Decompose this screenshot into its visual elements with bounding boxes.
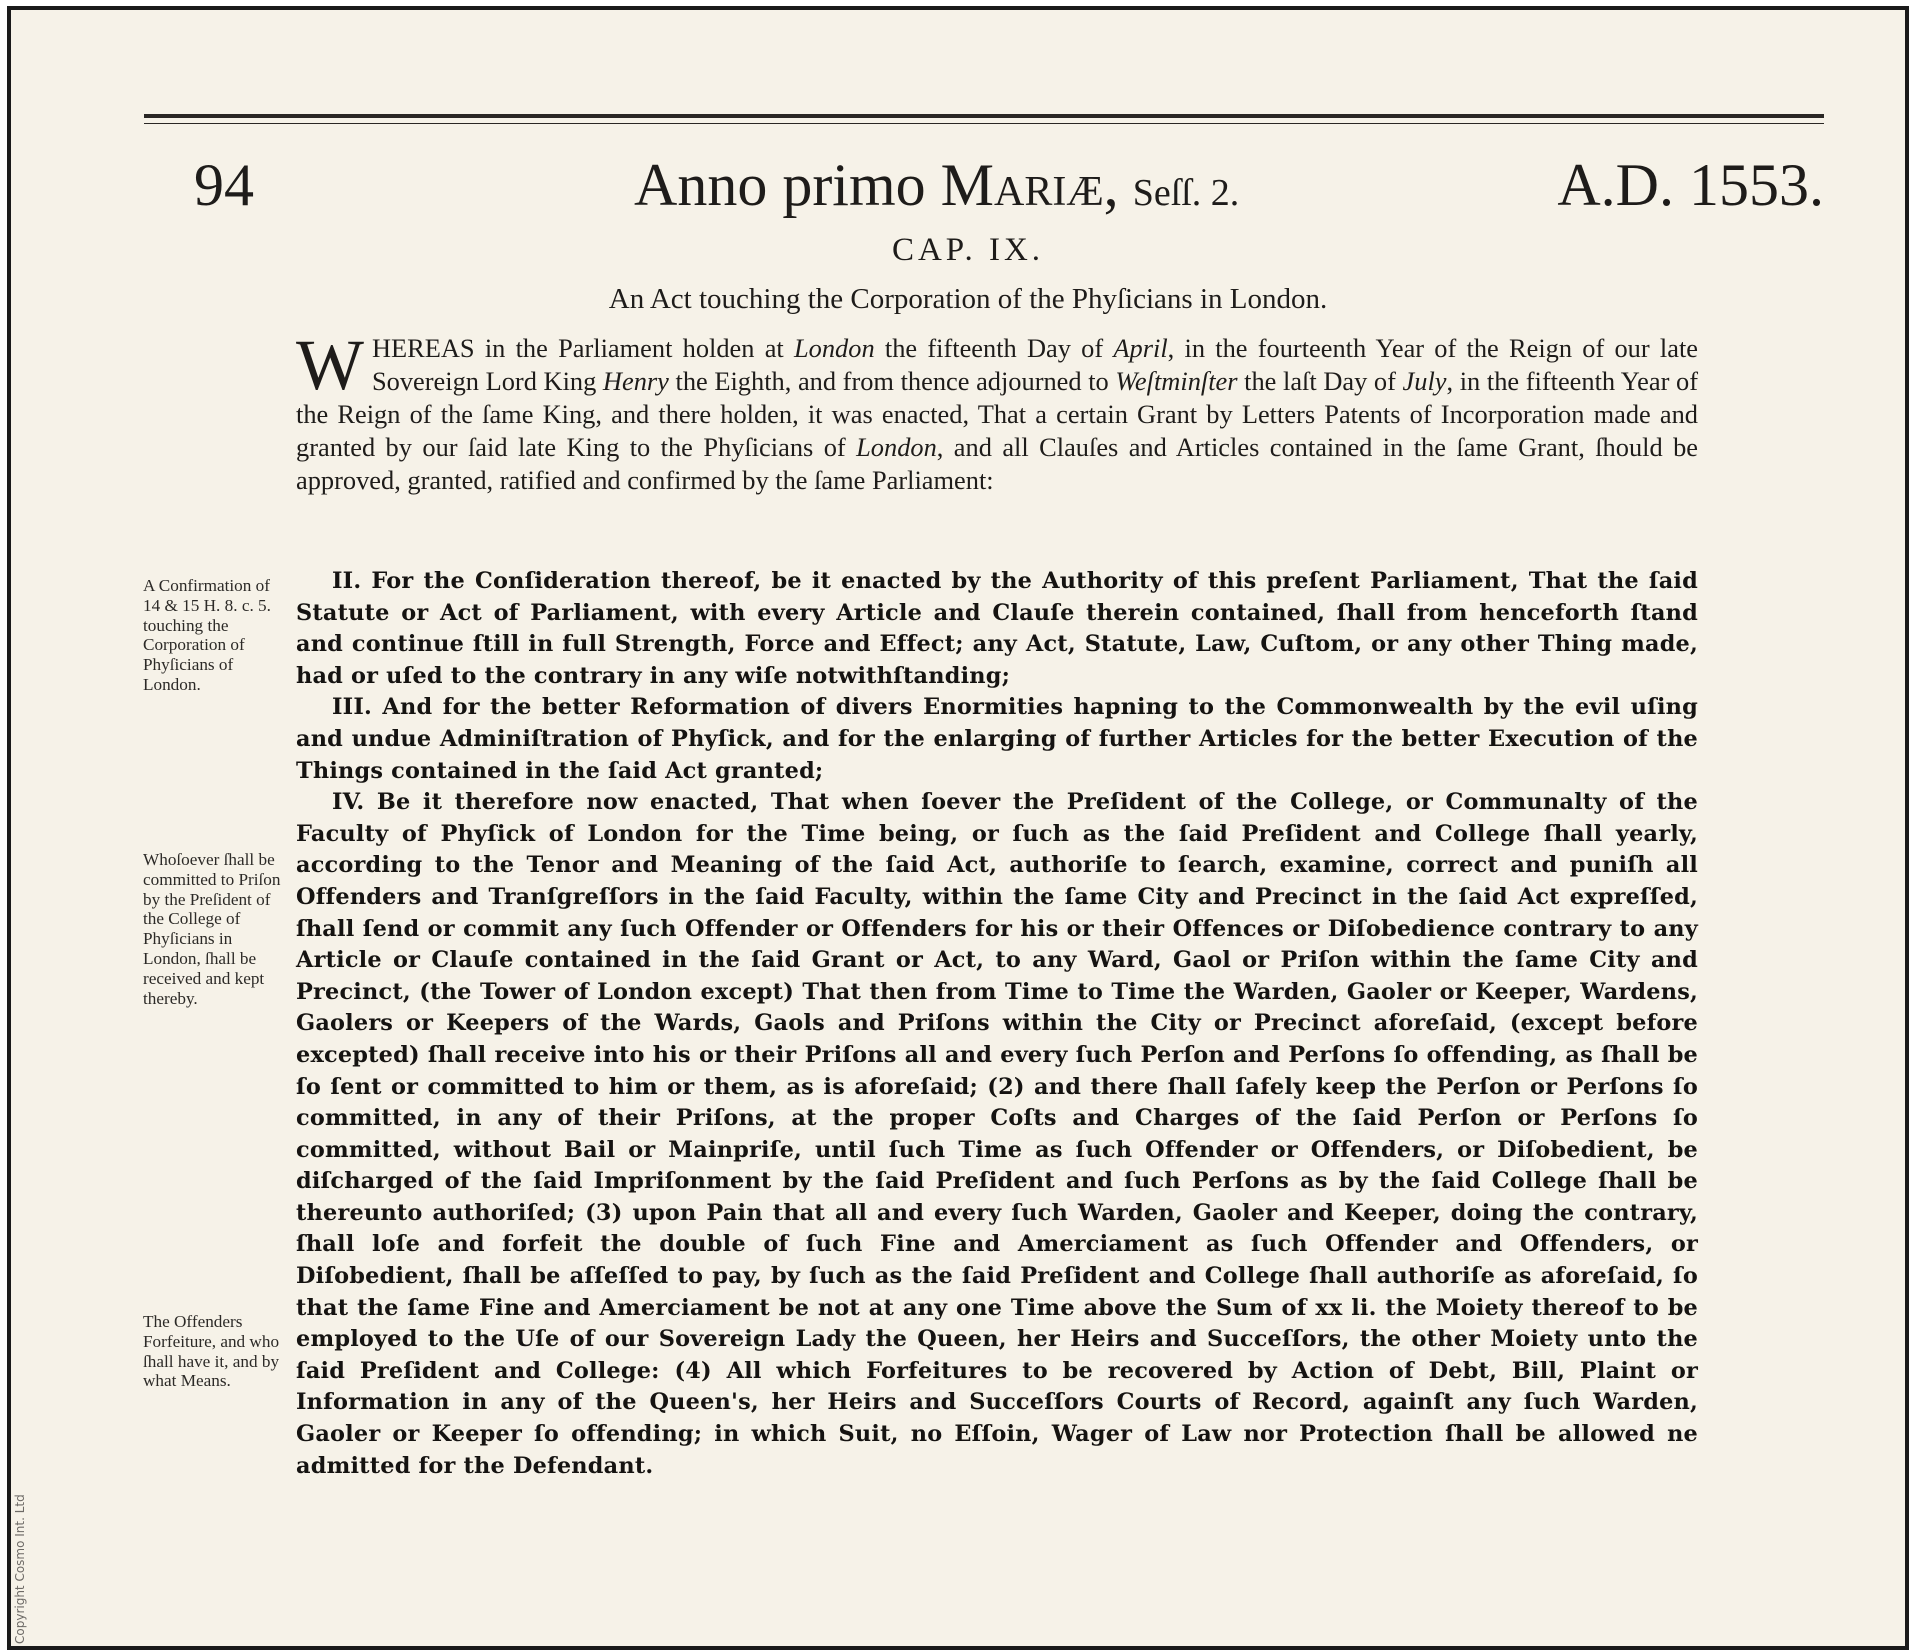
place-name: Weſtminſter	[1115, 366, 1238, 396]
place-name: London	[856, 432, 937, 462]
running-title	[634, 150, 1239, 228]
preamble-text: HEREAS in the Parliament holden at	[371, 333, 794, 363]
page-number: 94	[194, 152, 254, 218]
copyright-credit: Copyright Cosmo Int. Ltd	[13, 1494, 27, 1644]
drop-cap: W	[296, 325, 364, 405]
chapter-number: CAP. IX.	[891, 232, 1045, 268]
preamble-text: , in the fifteenth Year of the Reign of the ſame King, and there holden, it was enacted, That a certain Grant by Letters Patents of Incorporation made and granted by our ſaid late King to the Phyſicians of	[296, 366, 1698, 462]
preamble-text: , and all Clauſes and Articles contained in the ſame Grant, ſhould be approved, granted, ratified and confirmed by the ſame Parliament:	[296, 432, 1698, 495]
running-title-name: Mariæ,	[940, 152, 1119, 218]
king-name: Henry	[602, 366, 669, 396]
margin-note: A Confirmation of 14 & 15 H. 8. c. 5. touching the Corporation of Phyſicians of London.	[143, 576, 271, 694]
place-name: London	[793, 333, 875, 363]
margin-note: Whoſoever ſhall be committed to Priſon by the Preſident of the College of Phyſicians in London, ſhall be received and kept thereby.	[143, 850, 281, 1008]
section-iv: IV. Be it therefore now enacted, That when ſoever the Preſident of the College, or Communalty of the Faculty of Phyſick of London for the Time being, or ſuch as the ſaid Preſident and College ſhall yearly, according to the Tenor and Meaning of the ſaid Act, authoriſe to ſearch, examine, correct and puniſh all Offenders and Tranſgreſſors in the ſaid Faculty, within the ſame City and Precinct in the ſaid Act expreſſed, ſhall ſend or commit any ſuch Offender or Offenders for his or their Offences or Diſobedience contrary to any Article or Clauſe contained in the ſaid Grant or Act, to any Ward, Gaol or Priſon within the ſame City and Precinct, (the Tower of London except) That then from Time to Time the Warden, Gaoler or Keeper, Wardens, Gaolers or Keepers of the Wards, Gaols and Priſons within the City or Precinct aforeſaid, (except before excepted) ſhall receive into his or their Priſons all and every ſuch Perſon and Perſons ſo offending, as ſhall be ſo ſent or committed to him or them, as is aforeſaid; (2) and there ſhall ſafely keep the Perſon or Perſons ſo committed, in any of their Priſons, at the proper Coſts and Charges of the ſaid Perſon or Perſons ſo committed, without Bail or Mainpriſe, until ſuch Time as ſuch Offender or Offenders, or Diſobedient, be diſcharged of the ſaid Impriſonment by the ſaid Preſident and ſuch Perſons as by the ſaid College ſhall be thereunto authoriſed; (3) upon Pain that all and every ſuch Warden, Gaoler and Keeper, doing the contrary, ſhall loſe and forfeit the double of ſuch Fine and Amerciament as ſuch Offender and Offenders, or Diſobedient, ſhall be aſſeſſed to pay, by ſuch as the ſaid Preſident and College ſhall authoriſe as aforeſaid, ſo that the ſame Fine and Amerciament be not at any one Time above the Sum of xx li. the Moiety thereof to be employed to the Uſe of our Sovereign Lady the Queen, her Heirs and Succeſſors, the other Moiety unto the ſaid Preſident and College: (4) All which Forfeitures to be recovered by Action of Debt, Bill, Plaint or Information in any of the Queen's, her Heirs and Succeſſors Courts of Record, againſt any ſuch Warden, Gaoler or Keeper ſo offending; in which Suit, no Eſſoin, Wager of Law nor Protection ſhall be allowed ne admitted for the Defendant.	[296, 789, 1698, 1479]
year-label: A.D. 1553.	[1557, 152, 1824, 218]
preamble-text: , in the fourteenth Year of the Reign of our late Sovereign Lord King	[371, 333, 1698, 396]
statute-body	[296, 566, 1698, 1482]
preamble-paragraph	[296, 325, 1698, 497]
month-name: April	[1113, 333, 1168, 363]
section-iii: III. And for the better Reformation of divers Enormities hapning to the Commonwealth by the evil uſing and undue Adminiſtration of Phyſick, and for the enlarging of further Articles for the better Execution of the Things contained in the ſaid Act granted;	[296, 694, 1698, 784]
running-title-prefix: Anno primo	[634, 152, 941, 218]
act-title: An Act touching the Corporation of the Phyſicians in London.	[608, 283, 1328, 315]
running-head	[144, 150, 1824, 220]
margin-note: The Offenders Forfeiture, and who ſhall have it, and by what Means.	[143, 1312, 280, 1391]
preamble-text: the fifteenth Day of	[874, 333, 1114, 363]
header-rule-thick	[144, 114, 1824, 118]
preamble-text: the Eighth, and from thence adjourned to	[668, 366, 1116, 396]
header-rule-thin	[144, 123, 1824, 124]
section-ii: II. For the Conſideration thereof, be it enacted by the Authority of this preſent Parliament, That the ſaid Statute or Act of Parliament, with every Article and Clauſe therein contained, ſhall from henceforth ſtand and continue ſtill in full Strength, Force and Effect; any Act, Statute, Law, Cuſtom, or any other Thing made, had or uſed to the contrary in any wiſe notwithſtanding;	[296, 568, 1698, 689]
preamble-text: the laſt Day of	[1237, 366, 1403, 396]
session-label: Seſſ. 2.	[1132, 172, 1240, 214]
book-page	[11, 10, 1905, 1646]
month-name: July	[1402, 366, 1447, 396]
document-frame	[7, 6, 1909, 1650]
